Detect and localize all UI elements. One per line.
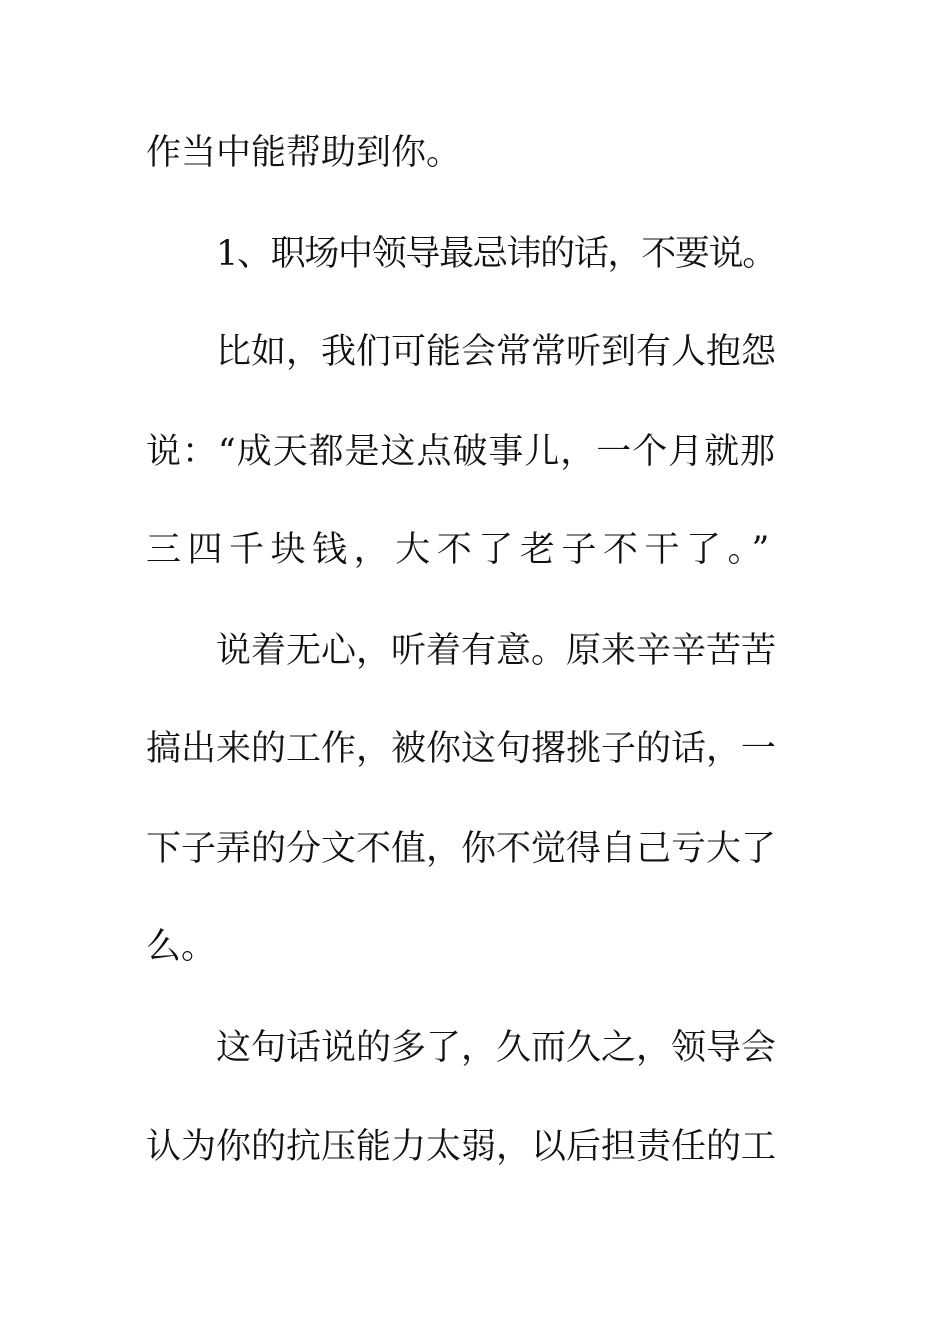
text-line: 这句话说的多了，久而久之，领导会 [216, 1028, 776, 1068]
text-line: 么。 [146, 927, 217, 967]
text-line: 说着无心，听着有意。原来辛辛苦苦 [216, 631, 776, 671]
text-line: 下子弄的分文不值，你不觉得自己亏大了 [146, 829, 776, 869]
text-line: 作当中能帮助到你。 [146, 133, 462, 173]
section-heading: 1、职场中领导最忌讳的话，不要说。 [216, 234, 776, 274]
text-line: 搞出来的工作，被你这句撂挑子的话，一 [146, 729, 776, 769]
text-line: 认为你的抗压能力太弱，以后担责任的工 [146, 1127, 776, 1167]
text-line: 说：“成天都是这点破事儿，一个月就那 [146, 432, 776, 472]
text-line: 比如，我们可能会常常听到有人抱怨 [216, 332, 776, 372]
text-line: 三四千块钱，大不了老子不干了。” [146, 530, 776, 570]
